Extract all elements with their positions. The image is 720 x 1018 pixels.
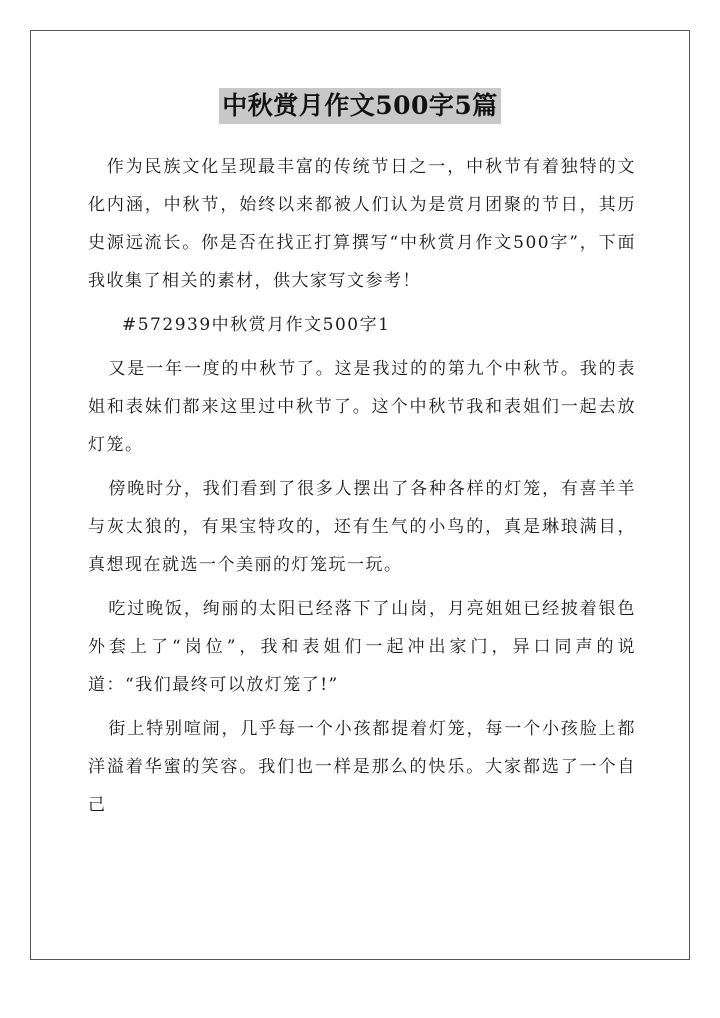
document-body xyxy=(88,148,636,830)
body-paragraph: 又是一年一度的中秋节了。这是我过的的第九个中秋节。我的表姐和表妹们都来这里过中秋节了。这个中秋节我和表姐们一起去放灯笼。 xyxy=(88,359,636,455)
body-paragraph: 街上特别喧闹，几乎每一个小孩都提着灯笼，每一个小孩脸上都洋溢着华蜜的笑容。我们也一样是那么的快乐。大家都选了一个自己 xyxy=(88,719,636,815)
body-paragraph: 傍晚时分，我们看到了很多人摆出了各种各样的灯笼，有喜羊羊与灰太狼的，有果宝特攻的，还有生气的小鸟的，真是琳琅满目，真想现在就选一个美丽的灯笼玩一玩。 xyxy=(88,479,636,575)
essay-heading: #572939中秋赏月作文500字1 xyxy=(122,315,391,335)
document-title: 中秋赏月作文500字5篇 xyxy=(219,88,501,124)
title-container xyxy=(0,88,720,124)
intro-paragraph: 作为民族文化呈现最丰富的传统节日之一，中秋节有着独特的文化内涵，中秋节，始终以来都被人们认为是赏月团聚的节日，其历史源远流长。你是否在找正打算撰写“中秋赏月作文500字”，下面我收集了相关的素材，供大家写文参考！ xyxy=(88,157,636,291)
body-paragraph: 吃过晚饭，绚丽的太阳已经落下了山岗，月亮姐姐已经披着银色外套上了“岗位”，我和表姐们一起冲出家门，异口同声的说道：“我们最终可以放灯笼了!” xyxy=(88,599,636,695)
